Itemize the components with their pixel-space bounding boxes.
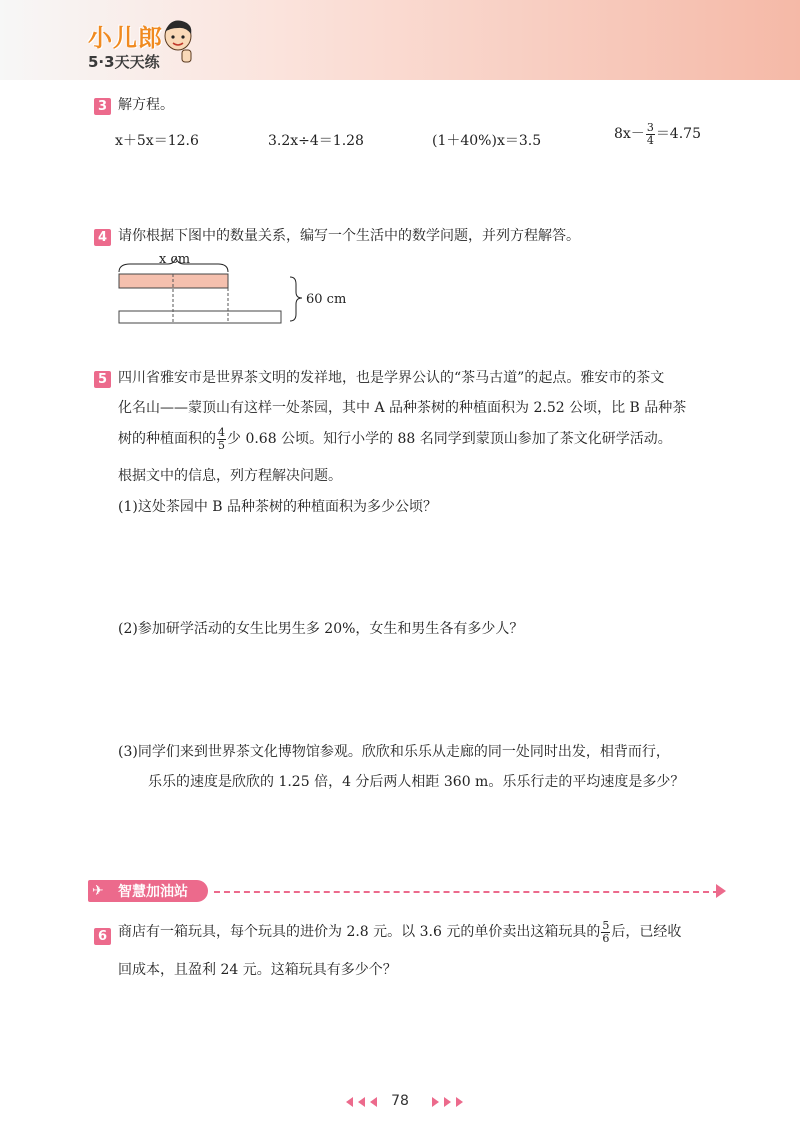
arrow-right-icon (716, 884, 726, 898)
question-4-prompt: 请你根据下图中的数量关系，编写一个生活中的数学问题，并列方程解答。 (118, 228, 580, 244)
prev-arrow-icon (358, 1097, 365, 1107)
next-arrow-icon (444, 1097, 451, 1107)
right-brace (290, 277, 302, 321)
fraction-denominator: 4 (646, 133, 654, 147)
segment-diagram (110, 250, 370, 335)
fraction (601, 920, 610, 944)
question-5-sub-1: (1)这处茶园中 B 品种茶树的种植面积为多少公顷？ (118, 499, 438, 515)
equation-4 (614, 122, 701, 146)
question-5-line-2: 化名山——蒙顶山有这样一处茶园，其中 A 品种茶树的种植面积为 2.52 公顷，比 B 品种茶 (118, 400, 687, 416)
fraction-denominator: 5 (218, 438, 225, 452)
equation-3: (1＋40%)x＝3.5 (432, 133, 542, 149)
question-6-line-2: 回成本，且盈利 24 元。这箱玩具有多少个？ (118, 962, 397, 978)
next-arrow-icon (456, 1097, 463, 1107)
brand-subtitle: 5·3天天练 (88, 53, 160, 71)
question-5-sub-2: (2)参加研学活动的女生比男生多 20%，女生和男生各有多少人？ (118, 621, 524, 637)
equation-4-prefix: 8x－ (614, 126, 645, 143)
right-label: 60 cm (306, 292, 347, 307)
brand-logo (88, 18, 163, 72)
question-5-sub-3-line-2: 乐乐的速度是欣欣的 1.25 倍，4 分后两人相距 360 m。乐乐行走的平均速度是多少？ (148, 774, 685, 790)
fraction-numerator: 5 (602, 919, 610, 932)
question-number-6: 6 (94, 928, 111, 945)
fraction-denominator: 6 (602, 931, 610, 945)
prev-arrow-icon (346, 1097, 353, 1107)
fraction-numerator: 3 (646, 121, 654, 134)
equation-4-suffix: ＝4.75 (655, 126, 701, 143)
fraction-numerator: 4 (218, 426, 225, 439)
line-1-suffix: 后，已经收 (611, 924, 682, 941)
page-number: 78 (391, 1093, 409, 1109)
prev-arrow-icon (370, 1097, 377, 1107)
bottom-bar (119, 311, 281, 323)
next-arrow-icon (432, 1097, 439, 1107)
question-3-prompt: 解方程。 (118, 97, 174, 113)
equation-1: x＋5x＝12.6 (115, 133, 199, 149)
fraction (217, 427, 226, 451)
question-number-5: 5 (94, 371, 111, 388)
question-5-line-4: 根据文中的信息，列方程解决问题。 (118, 468, 342, 484)
lightning-icon: ✈ (92, 883, 104, 899)
section-divider (214, 891, 719, 893)
brand-title: 小儿郎 (88, 24, 163, 52)
line-1-prefix: 商店有一箱玩具，每个玩具的进价为 2.8 元。以 3.6 元的单价卖出这箱玩具的 (118, 924, 601, 941)
question-5-line-1: 四川省雅安市是世界茶文明的发祥地，也是学界公认的“茶马古道”的起点。雅安市的茶文 (118, 370, 665, 386)
line-3-suffix: 少 0.68 公顷。知行小学的 88 名同学到蒙顶山参加了茶文化研学活动。 (227, 431, 672, 448)
question-5-line-3 (118, 427, 672, 451)
question-number-3: 3 (94, 98, 111, 115)
question-number-4: 4 (94, 229, 111, 246)
section-title: 智慧加油站 (118, 884, 188, 900)
top-label: x cm (159, 252, 191, 267)
line-3-prefix: 树的种植面积的 (118, 431, 216, 448)
equation-2: 3.2x÷4＝1.28 (268, 133, 364, 149)
question-6-line-1 (118, 920, 681, 944)
fraction (646, 122, 655, 146)
question-5-sub-3-line-1: (3)同学们来到世界茶文化博物馆参观。欣欣和乐乐从走廊的同一处同时出发，相背而行， (118, 744, 670, 760)
mascot-icon (160, 18, 196, 66)
